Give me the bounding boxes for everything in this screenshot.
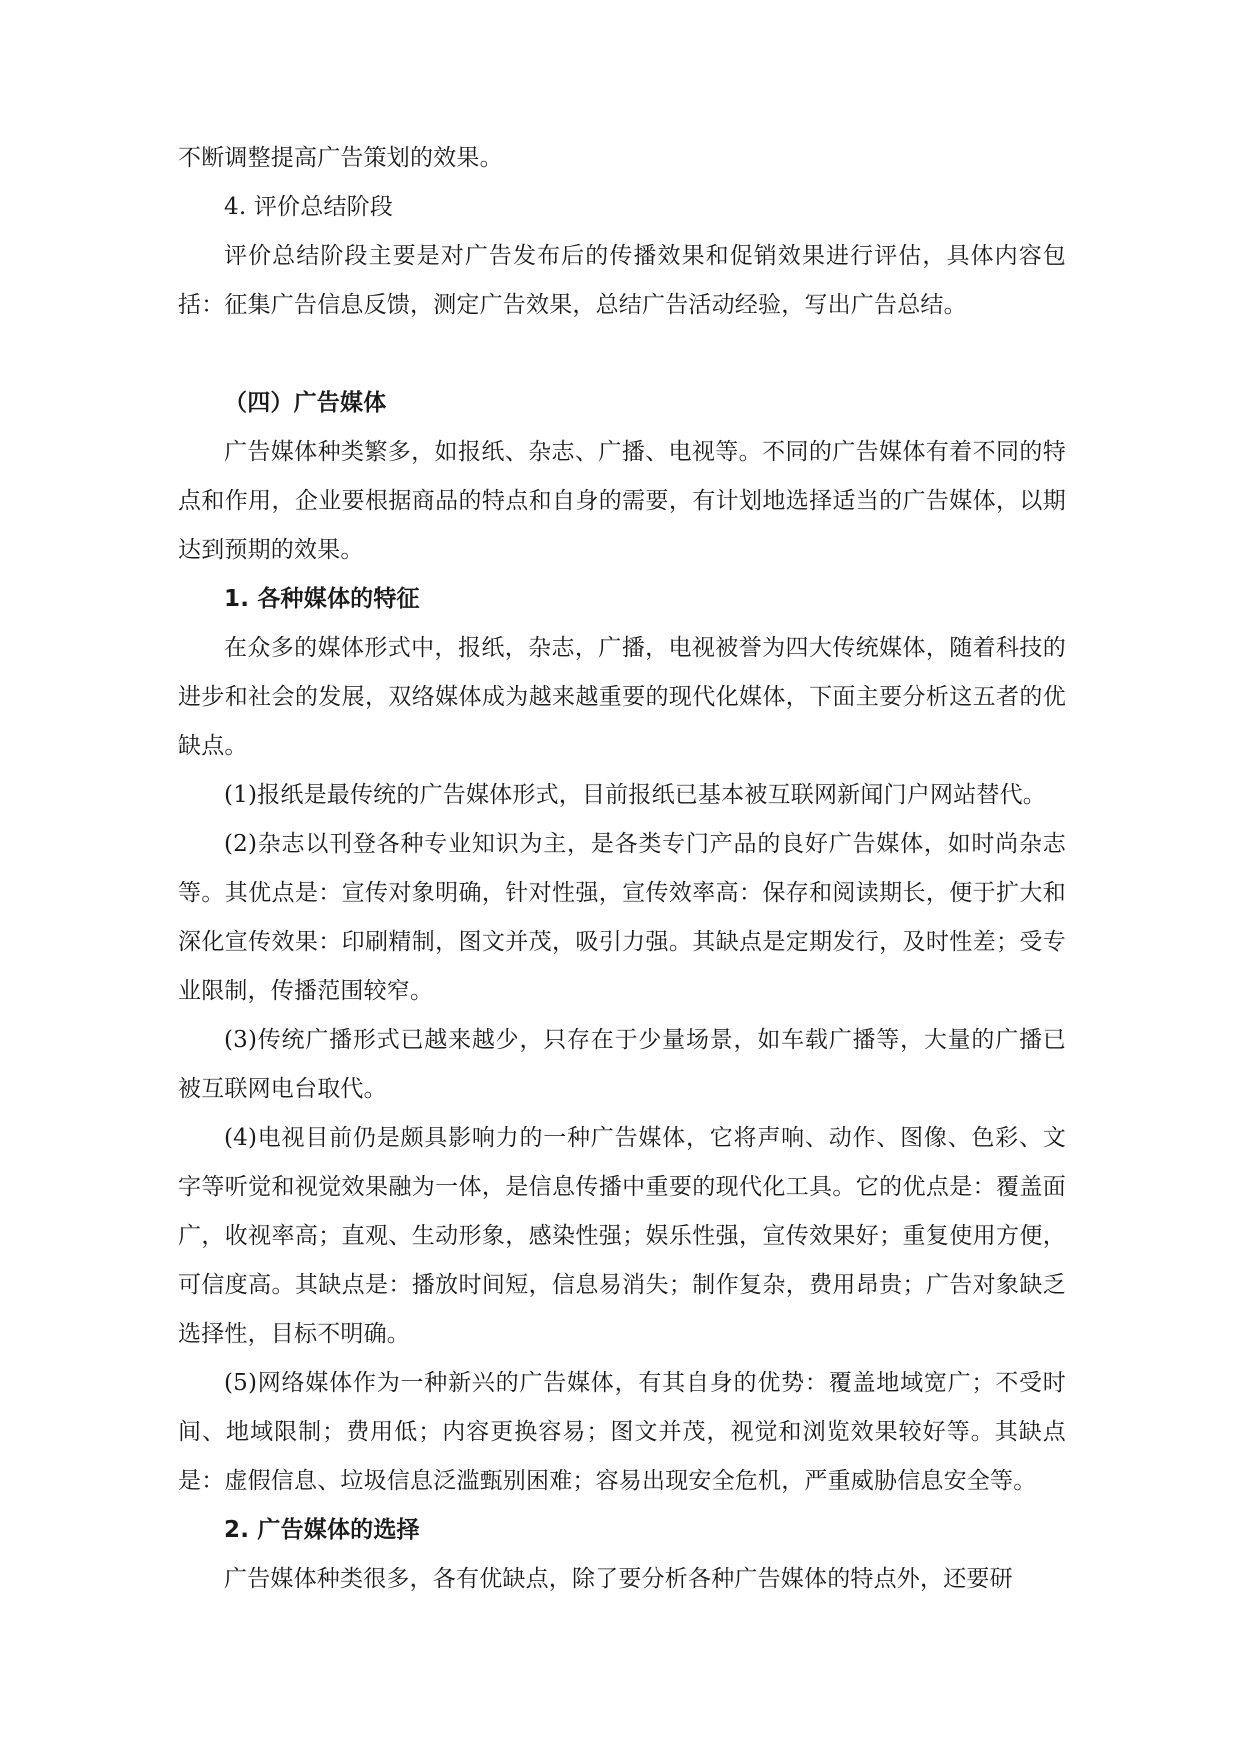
heading-media-features: 1. 各种媒体的特征 (224, 586, 420, 612)
paragraph-media-intro: 广告媒体种类繁多，如报纸、杂志、广播、电视等。不同的广告媒体有着不同的特点和作用，企业要根据商品的特点和自身的需要，有计划地选择适当的广告媒体，以期达到预期的效果。 (178, 439, 1066, 563)
paragraph-newspaper: (1)报纸是最传统的广告媒体形式，目前报纸已基本被互联网新闻门户网站替代。 (224, 782, 1046, 808)
paragraph-continuation: 不断调整提高广告策划的效果。 (178, 145, 503, 171)
paragraph-radio: (3)传统广播形式已越来越少，只存在于少量场景，如车载广播等，大量的广播已被互联网电台取代。 (178, 1027, 1066, 1102)
section-heading-ad-media: （四）广告媒体 (224, 390, 387, 416)
stage-4-label: 4. 评价总结阶段 (224, 194, 394, 220)
paragraph-five-media: 在众多的媒体形式中，报纸，杂志，广播，电视被誉为四大传统媒体，随着科技的进步和社会的发展，双络媒体成为越来越重要的现代化媒体，下面主要分析这五者的优缺点。 (178, 635, 1066, 759)
paragraph-media-selection: 广告媒体种类很多，各有优缺点，除了要分析各种广告媒体的特点外，还要研 (224, 1566, 1013, 1592)
document-body (178, 134, 1066, 1604)
paragraph-magazine: (2)杂志以刊登各种专业知识为主，是各类专门产品的良好广告媒体，如时尚杂志等。其优点是：宣传对象明确，针对性强，宣传效率高：保存和阅读期长，便于扩大和深化宣传效果：印刷精制，图文并茂，吸引力强。其缺点是定期发行，及时性差；受专业限制，传播范围较窄。 (178, 831, 1066, 1004)
paragraph-television: (4)电视目前仍是颇具影响力的一种广告媒体，它将声响、动作、图像、色彩、文字等听觉和视觉效果融为一体，是信息传播中重要的现代化工具。它的优点是：覆盖面广，收视率高；直观、生动形象，感染性强；娱乐性强，宣传效果好；重复使用方便，可信度高。其缺点是：播放时间短，信息易消失；制作复杂，费用昂贵；广告对象缺乏选择性，目标不明确。 (178, 1125, 1066, 1347)
paragraph-evaluation-stage: 评价总结阶段主要是对广告发布后的传播效果和促销效果进行评估，具体内容包括：征集广告信息反馈，测定广告效果，总结广告活动经验，写出广告总结。 (178, 243, 1066, 318)
paragraph-network-media: (5)网络媒体作为一种新兴的广告媒体，有其自身的优势：覆盖地域宽广；不受时间、地域限制；费用低；内容更换容易；图文并茂，视觉和浏览效果较好等。其缺点是：虚假信息、垃圾信息泛滥甄别困难；容易出现安全危机，严重威胁信息安全等。 (178, 1370, 1066, 1494)
heading-media-selection: 2. 广告媒体的选择 (224, 1517, 420, 1543)
